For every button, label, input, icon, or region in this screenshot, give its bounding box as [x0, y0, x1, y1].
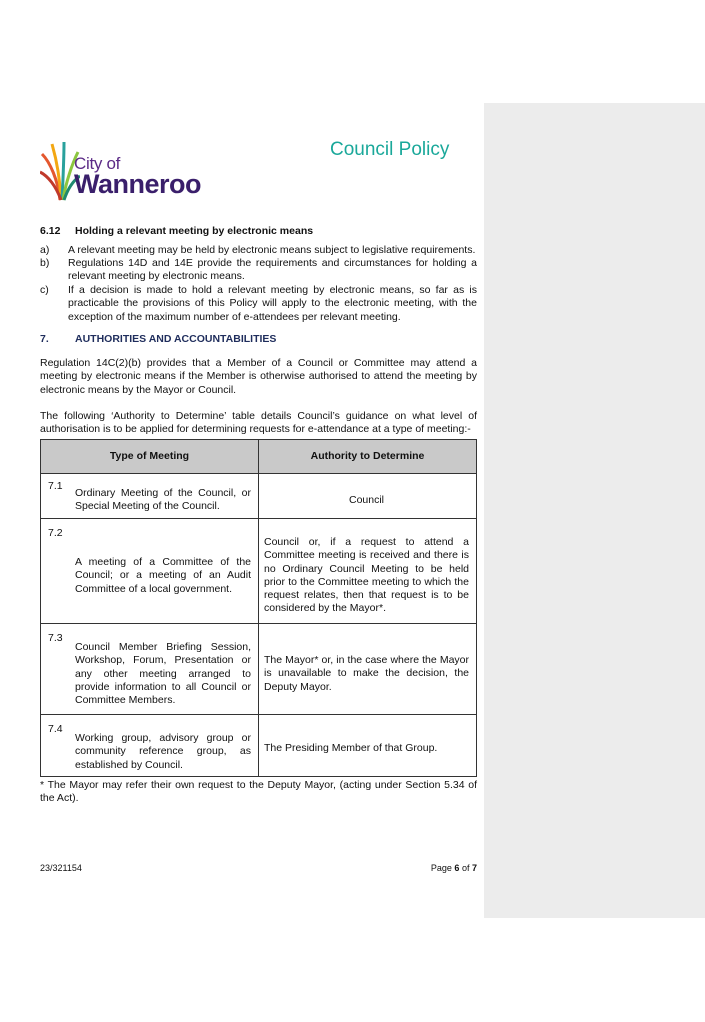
meeting-type: A meeting of a Committee of the Council; or a meeting of an Audit Committee of a local government.	[75, 556, 251, 595]
document-reference: 23/321154	[40, 863, 82, 873]
table-row	[41, 624, 477, 715]
row-number: 7.3	[48, 632, 63, 644]
table-row	[41, 715, 477, 777]
table-cell-type	[41, 624, 259, 715]
table-header-type: Type of Meeting	[41, 440, 259, 474]
page-total: 7	[471, 863, 477, 873]
policy-title: Council Policy	[330, 139, 450, 160]
comment-pane	[484, 103, 705, 918]
page-number	[380, 862, 477, 875]
table-cell-authority	[259, 624, 477, 715]
authority-text: Council	[348, 494, 385, 506]
page-prefix: Page	[430, 863, 452, 873]
row-number: 7.4	[48, 723, 63, 735]
table-cell-authority	[259, 519, 477, 624]
table-row	[41, 519, 477, 624]
section-7-heading: AUTHORITIES AND ACCOUNTABILITIES	[75, 333, 277, 345]
list-item-label: a)	[40, 244, 50, 256]
section-6-12-number: 6.12	[40, 225, 61, 237]
meeting-type: Working group, advisory group or community reference group, as established by Council.	[75, 732, 251, 771]
meeting-type: Ordinary Meeting of the Council, or Special Meeting of the Council.	[75, 487, 251, 513]
table-cell-authority	[259, 715, 477, 777]
table-cell-type	[41, 474, 259, 519]
authority-table	[40, 439, 477, 777]
footnote: * The Mayor may refer their own request to the Deputy Mayor, (acting under Section 5.34 of the Act).	[40, 779, 477, 805]
list-item-label: b)	[40, 257, 50, 269]
page-current: 6	[454, 863, 460, 873]
list-item-label: c)	[40, 284, 49, 296]
list-item-text: Regulations 14D and 14E provide the requirements and circumstances for holding a relevant meeting by electronic means.	[68, 257, 477, 283]
authority-text: The Mayor* or, in the case where the Mayor is unavailable to make the decision, the Deputy Mayor.	[264, 654, 469, 693]
page-of: of	[461, 863, 470, 873]
section-7-paragraph-2: The following ‘Authority to Determine’ table details Council’s guidance on what level of authorisation is to be applied for determining requests for e-attendance at a type of meeting:-	[40, 410, 477, 436]
table-cell-authority	[259, 474, 477, 519]
section-7-number: 7.	[40, 333, 49, 345]
table-row	[41, 474, 477, 519]
row-number: 7.1	[48, 480, 63, 492]
logo-text-wanneroo: Wanneroo	[74, 169, 201, 199]
list-item-text: If a decision is made to hold a relevant meeting by electronic means, so far as is practicable the provisions of this Policy will apply to the electronic meeting, with the exception of the maximum number of e-attendees per relevant meeting.	[68, 284, 477, 323]
section-6-12-heading: Holding a relevant meeting by electronic means	[75, 225, 314, 237]
table-header-row	[41, 440, 477, 474]
section-7-paragraph-1: Regulation 14C(2)(b) provides that a Member of a Council or Committee may attend a meeting by electronic means if the Member is otherwise authorised to attend the meeting by electronic means by the Mayor or Council.	[40, 357, 477, 396]
authority-text: Council or, if a request to attend a Committee meeting is received and there is no Ordinary Council Meeting to be held prior to the Committee meeting to which the request relates, then that request is to be considered by the Mayor*.	[264, 536, 469, 615]
table-header-authority: Authority to Determine	[259, 440, 477, 474]
table-cell-type	[41, 715, 259, 777]
row-number: 7.2	[48, 527, 63, 539]
table-cell-type	[41, 519, 259, 624]
meeting-type: Council Member Briefing Session, Workshop, Forum, Presentation or any other meeting arranged to provide information to all Council or Committee Members.	[75, 641, 251, 707]
city-logo	[40, 140, 215, 204]
logo-text-city: City of	[74, 154, 121, 173]
authority-text: The Presiding Member of that Group.	[264, 742, 438, 754]
list-item-text: A relevant meeting may be held by electronic means subject to legislative requirements.	[68, 244, 476, 256]
